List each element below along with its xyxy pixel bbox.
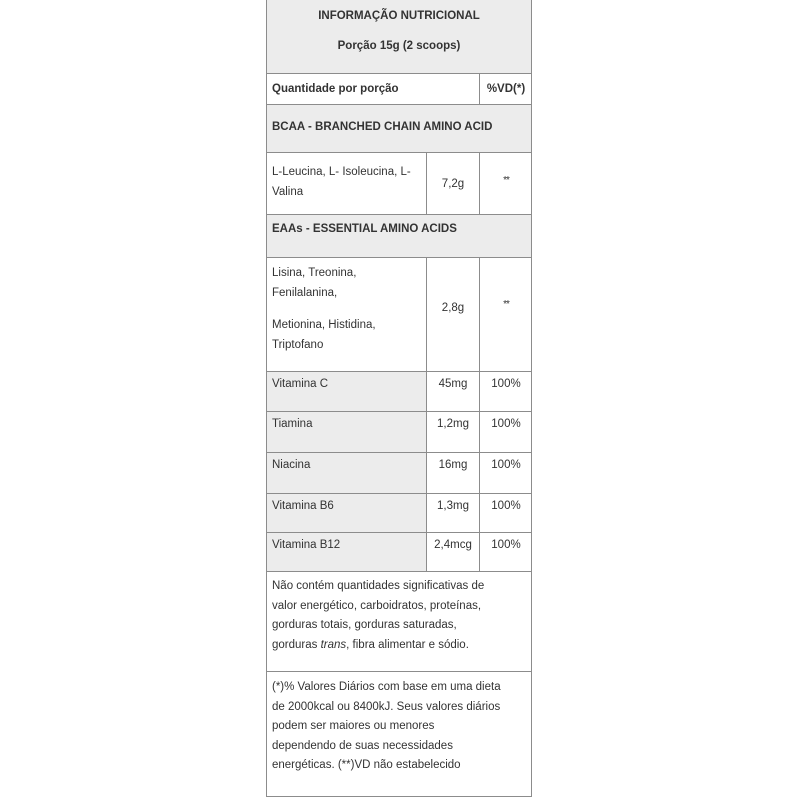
table-row-name: Vitamina B6 [267, 494, 426, 532]
column-quantity: Quantidade por porção [272, 83, 399, 95]
nutrition-note: Não contém quantidades significativas de valor energético, carboidratos, proteínas, gorduras totais, gorduras saturadas, gorduras trans, fibra alimentar e sódio. [272, 580, 485, 651]
eaa-amount: 2,8g [441, 302, 465, 314]
table-row-name: Tiamina [267, 412, 426, 452]
table-row-name: Vitamina C [267, 372, 426, 411]
table-row-amount: 2,4mcg [434, 539, 472, 551]
dv-footnote: (*)% Valores Diários com base em uma dieta de 2000kcal ou 8400kJ. Seus valores diários podem ser maiores ou menores dependendo de suas necessidades energéticas. (**)VD não estabelecido [272, 681, 501, 771]
bcaa-name: L-Leucina, L- Isoleucina, L- Valina [272, 166, 411, 198]
table-row-dv: 100% [491, 418, 521, 430]
table-row-dv: 100% [491, 377, 521, 390]
table-row-amount: 1,3mg [437, 500, 469, 512]
table-row-amount: 1,2mg [437, 418, 469, 430]
table-row-name: Vitamina B12 [267, 533, 426, 571]
bcaa-heading: BCAA - BRANCHED CHAIN AMINO ACID [267, 105, 531, 152]
eaa-name: Lisina, Treonina, Fenilalanina, Metionina, Histidina, Triptofano [272, 267, 376, 351]
table-row-dv: 100% [491, 459, 521, 471]
table-row-dv: 100% [491, 500, 521, 512]
table-title: INFORMAÇÃO NUTRICIONAL [318, 10, 480, 22]
serving-size: Porção 15g (2 scoops) [337, 40, 461, 52]
eaa-heading: EAAs - ESSENTIAL AMINO ACIDS [267, 215, 531, 257]
table-header [267, 0, 531, 73]
table-row-amount: 45mg [438, 377, 468, 390]
table-row-amount: 16mg [438, 459, 468, 471]
table-row-name: Niacina [267, 453, 426, 493]
eaa-dv: ** [503, 298, 509, 310]
column-dv: %VD(*) [486, 83, 526, 95]
bcaa-amount: 7,2g [441, 177, 465, 190]
bcaa-dv: ** [503, 174, 509, 186]
nutrition-table [266, 0, 532, 797]
table-row-dv: 100% [491, 539, 521, 551]
